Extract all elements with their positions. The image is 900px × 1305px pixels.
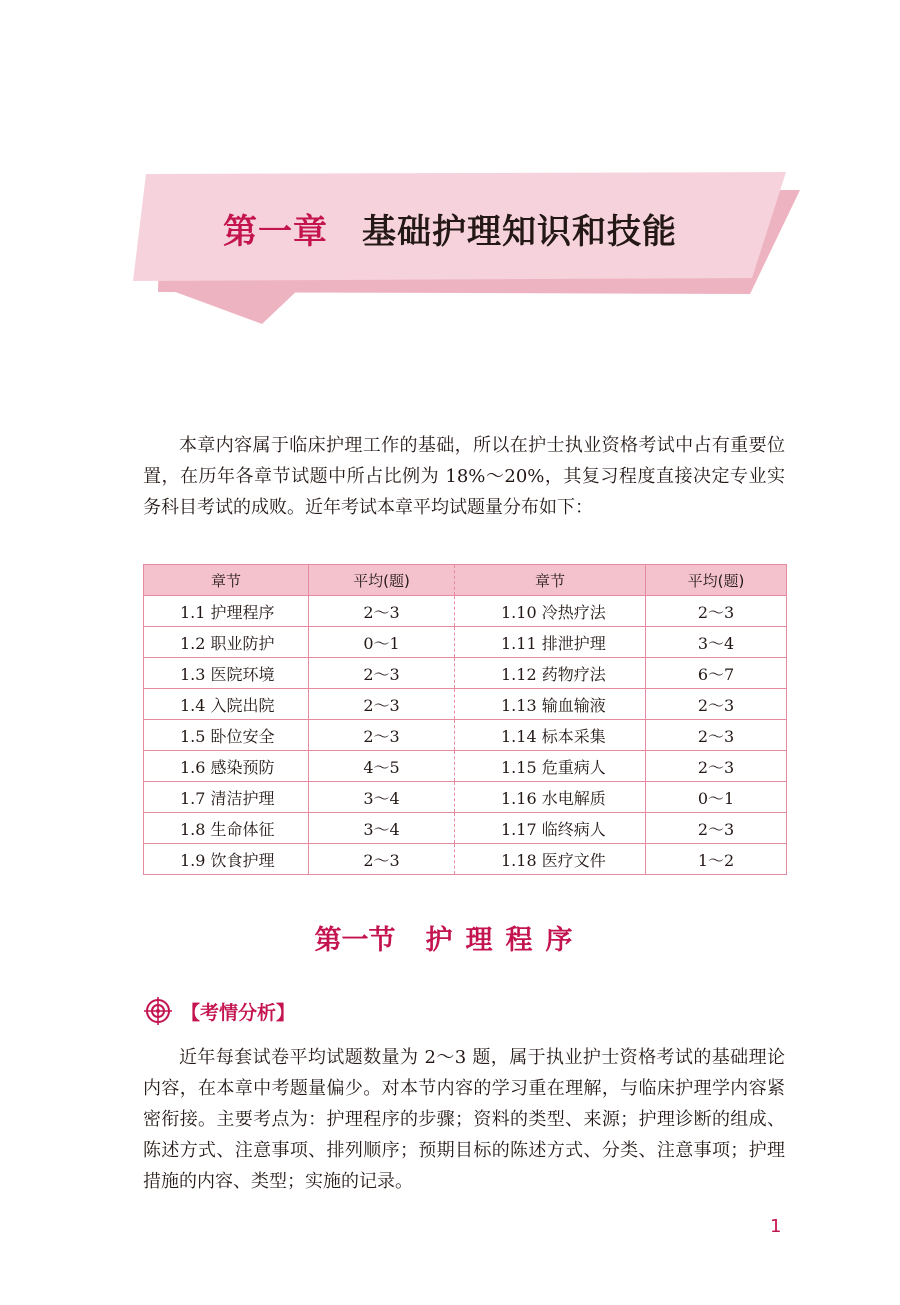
header-section: 章节 [144, 565, 309, 596]
average-cell: 3～4 [309, 813, 455, 844]
table-row [144, 596, 787, 627]
table-row [144, 627, 787, 658]
section-cell: 1.10 冷热疗法 [455, 596, 646, 627]
table-row [144, 844, 787, 875]
chapter-name: 基础护理知识和技能 [362, 212, 677, 252]
analysis-label: 【考情分析】 [181, 1001, 296, 1024]
section-cell: 1.9 饮食护理 [144, 844, 309, 875]
section-cell: 1.11 排泄护理 [455, 627, 646, 658]
chapter-title [0, 204, 900, 253]
average-cell: 2～3 [309, 658, 455, 689]
table-row [144, 813, 787, 844]
table-row [144, 751, 787, 782]
average-cell: 4～5 [309, 751, 455, 782]
section-name: 护理程序 [425, 925, 586, 956]
section-title [0, 918, 900, 957]
table-row [144, 689, 787, 720]
table-row [144, 720, 787, 751]
average-cell: 2～3 [309, 720, 455, 751]
table-header-row [144, 565, 787, 596]
section-cell: 1.4 入院出院 [144, 689, 309, 720]
table-row [144, 658, 787, 689]
average-cell: 2～3 [646, 720, 787, 751]
section-cell: 1.3 医院环境 [144, 658, 309, 689]
average-cell: 0～1 [646, 782, 787, 813]
average-cell: 2～3 [646, 689, 787, 720]
average-cell: 2～3 [646, 813, 787, 844]
average-cell: 2～3 [309, 596, 455, 627]
chapter-number: 第一章 [223, 212, 328, 252]
section-cell: 1.14 标本采集 [455, 720, 646, 751]
average-cell: 3～4 [309, 782, 455, 813]
average-cell: 2～3 [309, 689, 455, 720]
header-average: 平均(题) [309, 565, 455, 596]
section-cell: 1.5 卧位安全 [144, 720, 309, 751]
section-cell: 1.2 职业防护 [144, 627, 309, 658]
page-number: 1 [770, 1216, 782, 1237]
analysis-text: 近年每套试卷平均试题数量为 2～3 题，属于执业护士资格考试的基础理论内容，在本章中考题量偏少。对本节内容的学习重在理解，与临床护理学内容紧密衔接。主要考点为：护理程序的步骤；资料的类型、来源；护理诊断的组成、陈述方式、注意事项、排列顺序；预期目标的陈述方式、分类、注意事项；护理措施的内容、类型；实施的记录。 [143, 1047, 785, 1192]
section-cell: 1.8 生命体征 [144, 813, 309, 844]
average-cell: 2～3 [309, 844, 455, 875]
table-row [144, 782, 787, 813]
average-cell: 2～3 [646, 596, 787, 627]
section-cell: 1.1 护理程序 [144, 596, 309, 627]
section-cell: 1.15 危重病人 [455, 751, 646, 782]
average-cell: 0～1 [309, 627, 455, 658]
average-cell: 6～7 [646, 658, 787, 689]
average-cell: 1～2 [646, 844, 787, 875]
target-icon [143, 996, 173, 1026]
analysis-heading [143, 996, 295, 1026]
section-cell: 1.18 医疗文件 [455, 844, 646, 875]
chapter-intro: 本章内容属于临床护理工作的基础，所以在护士执业资格考试中占有重要位置，在历年各章节试题中所占比例为 18%～20%，其复习程度直接决定专业实务科目考试的成败。近年考试本章平均试题量分布如下： [143, 435, 785, 518]
section-cell: 1.7 清洁护理 [144, 782, 309, 813]
average-cell: 2～3 [646, 751, 787, 782]
section-cell: 1.6 感染预防 [144, 751, 309, 782]
header-average: 平均(题) [646, 565, 787, 596]
section-cell: 1.17 临终病人 [455, 813, 646, 844]
average-cell: 3～4 [646, 627, 787, 658]
section-number: 第一节 [314, 925, 396, 956]
chapter-banner [0, 0, 900, 340]
header-section: 章节 [455, 565, 646, 596]
section-cell: 1.13 输血输液 [455, 689, 646, 720]
question-distribution-table [143, 564, 786, 875]
section-cell: 1.12 药物疗法 [455, 658, 646, 689]
section-cell: 1.16 水电解质 [455, 782, 646, 813]
